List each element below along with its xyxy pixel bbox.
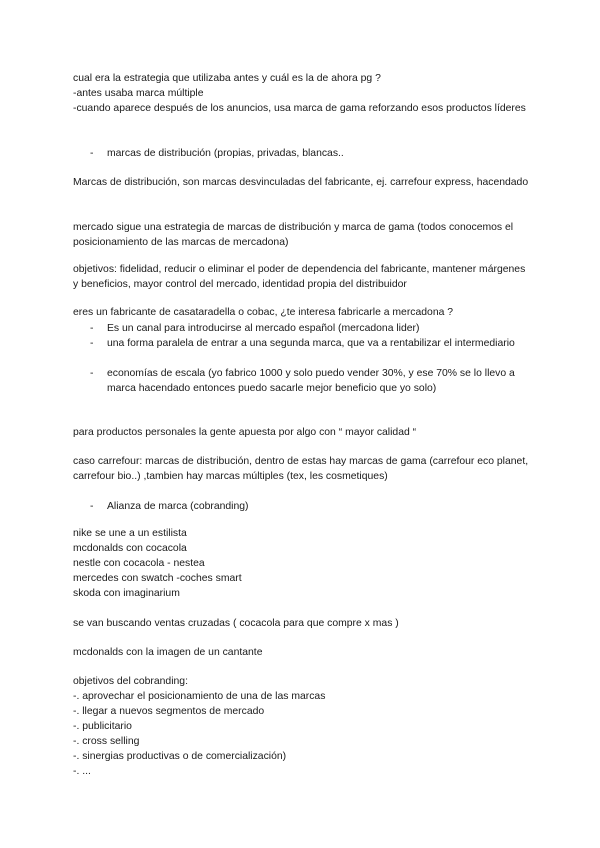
list-item: Es un canal para introducirse al mercado español (mercadona lider)	[107, 323, 420, 334]
objetivos-cobranding-title: objetivos del cobranding:	[73, 676, 188, 687]
bullet-dash: -	[90, 338, 94, 349]
paragraph-fabricante-question: eres un fabricante de casataradella o cobac, ¿te interesa fabricarle a mercadona ?	[73, 307, 454, 318]
list-item: skoda con imaginarium	[73, 588, 180, 599]
bullet-alianza-marca: Alianza de marca (cobranding)	[107, 501, 249, 512]
list-item: -. llegar a nuevos segmentos de mercado	[73, 706, 265, 717]
paragraph-caso-carrefour: caso carrefour: marcas de distribución, dentro de estas hay marcas de gama (carrefour eco planet, carrefour bio..) ,tambien hay marcas múltiples (tex, les cosmetiques)	[73, 456, 529, 482]
list-item: nestle con cocacola - nestea	[73, 558, 205, 569]
paragraph-objetivos: objetivos: fidelidad, reducir o eliminar el poder de dependencia del fabricante, mantener márgenes y beneficios, mayor control del mercado, identidad propia del distribuidor	[73, 264, 526, 290]
list-item: -. sinergias productivas o de comercialización)	[73, 751, 287, 762]
paragraph-question-pg: cual era la estrategia que utilizaba antes y cuál es la de ahora pg ?	[73, 73, 381, 84]
bullet-marcas-distribucion: marcas de distribución (propias, privadas, blancas..	[107, 148, 344, 159]
paragraph-cuando: -cuando aparece después de los anuncios, usa marca de gama reforzando esos productos líderes	[73, 103, 526, 114]
bullet-dash: -	[90, 501, 94, 512]
list-item: -. cross selling	[73, 736, 140, 747]
bullet-dash: -	[90, 323, 94, 334]
list-item: una forma paralela de entrar a una segunda marca, que va a rentabilizar el intermediario	[107, 338, 515, 349]
paragraph-mercadona: mercado sigue una estrategia de marcas de distribución y marca de gama (todos conocemos el posicionamiento de las marcas de mercadona)	[73, 222, 514, 248]
paragraph-antes: -antes usaba marca múltiple	[73, 88, 204, 99]
list-item: nike se une a un estilista	[73, 528, 187, 539]
list-item: -. aprovechar el posicionamiento de una de las marcas	[73, 691, 326, 702]
paragraph-productos-personales: para productos personales la gente apuesta por algo con “ mayor calidad “	[73, 427, 417, 438]
bullet-dash: -	[90, 368, 94, 379]
list-item: -. ...	[73, 766, 91, 777]
paragraph-md-definition: Marcas de distribución, son marcas desvinculadas del fabricante, ej. carrefour express, hacendado	[73, 177, 529, 188]
list-item: economías de escala (yo fabrico 1000 y solo puedo vender 30%, y ese 70% se lo llevo a marca hacendado entonces puedo sacarle mejor beneficio que yo solo)	[107, 368, 515, 394]
list-item: mercedes con swatch -coches smart	[73, 573, 242, 584]
bullet-dash: -	[90, 148, 94, 159]
list-item: -. publicitario	[73, 721, 132, 732]
paragraph-cantante: mcdonalds con la imagen de un cantante	[73, 647, 263, 658]
paragraph-ventas-cruzadas: se van buscando ventas cruzadas ( cocacola para que compre x mas )	[73, 618, 399, 629]
list-item: mcdonalds con cocacola	[73, 543, 187, 554]
